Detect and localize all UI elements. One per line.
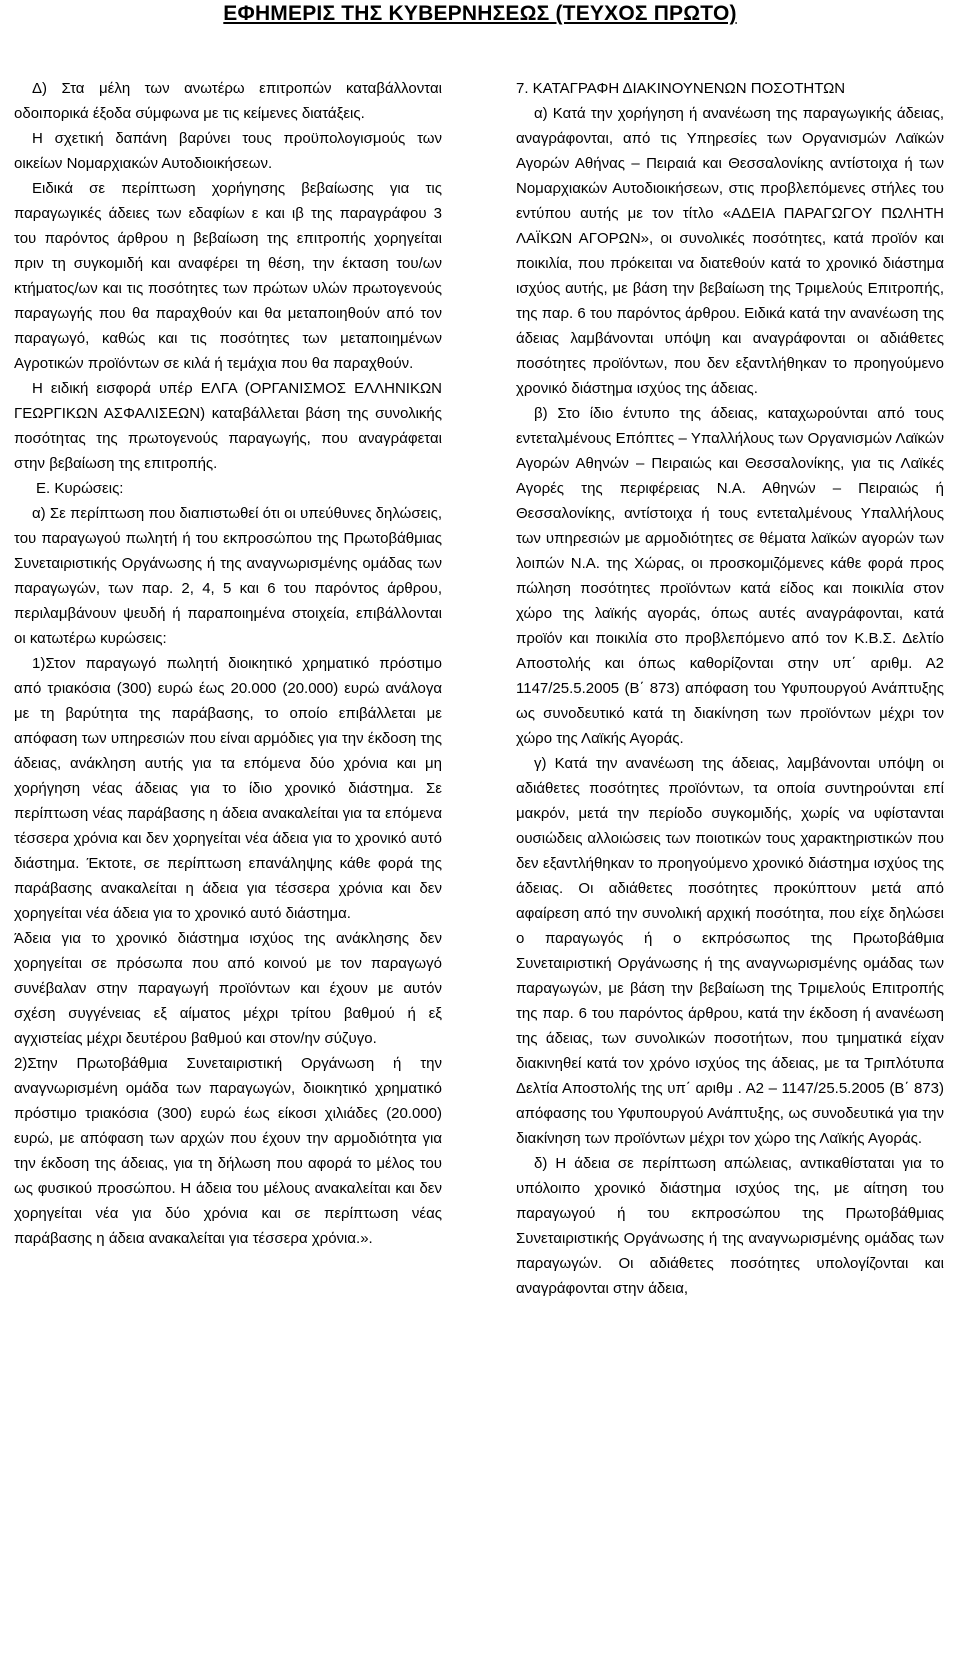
paragraph-sanction-1: 1)Στον παραγωγό πωλητή διοικητικό χρηματικό πρόστιμο από τριακόσια (300) ευρώ έως 20.000 (20.000) ευρώ ανάλογα με τη βαρύτητα της παράβασης, το οποίο επιβάλλεται με απόφαση των υπηρεσιών που είναι αρμόδιες για την έκδοση της άδειας, ανάκληση αυτής για τα επόμενα δύο χρόνια και μη χορήγηση νέας άδειας για το ίδιο χρονικό διάστημα. Σε περίπτωση νέας παράβασης η άδεια ανακαλείται για τα επόμενα τέσσερα χρόνια και δεν χορηγείται νέα άδεια για το χρονικό αυτό διάστημα. Έκτοτε, σε περίπτωση επανάληψης κάθε φορά της παράβασης ανακαλείται η άδεια για τέσσερα χρόνια και δεν χορηγείται νέα άδεια για το χρονικό αυτό διάστημα. [14, 655, 442, 922]
section-heading-sanctions: Ε. Κυρώσεις: [36, 480, 124, 497]
section-heading-quantities: 7. ΚΑΤΑΓΡΑΦΗ ΔΙΑΚΙΝΟΥΝΕΝΩΝ ΠΟΣΟΤΗΤΩΝ [516, 80, 846, 97]
paragraph-quantities-a: α) Κατά την χορήγηση ή ανανέωση της παραγωγικής άδειας, αναγράφονται, από τις Υπηρεσίες των Οργανισμών Λαϊκών Αγορών Αθήνας – Πειραιά και Θεσσαλονίκης αντίστοιχα ή των Νομαρχιακών Αυτοδιοικήσεων, στις προβλεπόμενες στήλες του εντύπου αυτής με τον τίτλο «ΑΔΕΙΑ ΠΑΡΑΓΩΓΟΥ ΠΩΛΗΤΗ ΛΑΪΚΩΝ ΑΓΟΡΩΝ», οι συνολικές ποσότητες, κατά προϊόν και ποικιλία, που πρόκειται να διατεθούν κατά το χρονικό διάστημα ισχύος αυτής, με βάση την βεβαίωση της Τριμελούς Επιτροπής, της παρ. 6 του παρόντος άρθρου. Ειδικά κατά την ανανέωση της άδειας λαμβάνονται υπόψη και αναγράφονται οι αδιάθετες ποσότητες προϊόντων, που δεν εξαντλήθηκαν το προηγούμενο χρονικό διάστημα ισχύος της άδειας. [516, 105, 944, 397]
paragraph-budget-charge: Η σχετική δαπάνη βαρύνει τους προϋπολογισμούς των οικείων Νομαρχιακών Αυτοδιοικήσεων. [14, 130, 442, 172]
paragraph-quantities-c: γ) Κατά την ανανέωση της άδειας, λαμβάνονται υπόψη οι αδιάθετες ποσότητες προϊόντων, τα οποία συντηρούνται επί μακρόν, μετά την περίοδο συγκομιδής, χωρίς να υφίστανται ουσιώδεις αλλοιώσεις των ποιοτικών τους χαρακτηριστικών που δεν εξαντλήθηκαν το προηγούμενο χρονικό διάστημα ισχύος της άδειας. Οι αδιάθετες ποσότητες προκύπτουν μετά από αφαίρεση από την συνολική αρχική ποσότητα, που είχε δηλώσει ο παραγωγός ή ο εκπρόσωπος της Πρωτοβάθμια Συνεταιριστική Οργάνωσης ή της αναγνωρισμένης ομάδας των παραγωγών, με βάση την βεβαίωση της Τριμελούς Επιτροπής της παρ. 6 του παρόντος άρθρου, κατά την έκδοση ή ανανέωση της άδειας, των συνολικών ποσοτήτων, που τμηματικά είχαν διακινηθεί κατά τον χρόνο ισχύος της άδειας, με τα Τριπλότυπα Δελτία Αποστολής της υπ΄ αριθμ . Α2 – 1147/25.5.2005 (Β΄ 873) απόφασης του Υφυπουργού Ανάπτυξης, ως συνοδευτικά για την διακίνηση των προϊόντων μέχρι τον χώρο της Λαϊκής Αγοράς. [516, 755, 944, 1147]
paragraph-quantities-b: β) Στο ίδιο έντυπο της άδειας, καταχωρούνται από τους εντεταλμένους Επόπτες – Υπαλλήλους των Οργανισμών Λαϊκών Αγορών Αθηνών – Πειραιώς και Θεσσαλονίκης, για τις Λαϊκές Αγορές της περιφέρειας Ν.Α. Αθηνών – Πειραιώς ή Θεσσαλονίκης, αντίστοιχα ή τους εντεταλμένους Υπαλλήλους των υπηρεσιών με αρμοδιότητες σε θέματα λαϊκών αγορών των λοιπών Ν.Α. της Χώρας, οι προσκομιζόμενες κάθε φορά προς πώληση ποσότητες προϊόντων κατά είδος και ποικιλία στον χώρο της λαϊκής αγοράς, όπως αυτές αναγράφονται, κατά προϊόν και ποικιλία στο προβλεπόμενο από τον Κ.Β.Σ. Δελτίο Αποστολής και όπως καθορίζονται στην υπ΄ αριθμ. Α2 1147/25.5.2005 (Β΄ 873) απόφαση του Υφυπουργού Ανάπτυξης ως συνοδευτικό κατά τη διακίνηση των προϊόντων μέχρι τον χώρο της Λαϊκής Αγοράς. [516, 405, 944, 747]
paragraph-license-relatives: Άδεια για το χρονικό διάστημα ισχύος της ανάκλησης δεν χορηγείται σε πρόσωπα που από κοινού με τον παραγωγό συνέβαλαν στην παραγωγή προϊόντων και έχουν με αυτόν σχέση συγγένειας εξ αίματος μέχρι τρίτου βαθμού ή εξ αγχιστείας μέχρι δευτέρου βαθμού και στον/ην σύζυγο. [14, 930, 442, 1047]
paragraph-sanction-2: 2)Στην Πρωτοβάθμια Συνεταιριστική Οργάνωση ή την αναγνωρισμένη ομάδα των παραγωγών, διοικητικό χρηματικό πρόστιμο τριακόσια (300) ευρώ έως είκοσι χιλιάδες (20.000) ευρώ, με απόφαση των αρχών που έχουν την αρμοδιότητα για την έκδοση της άδειας, για τη δήλωση που αφορά το μέλος του ως φυσικού προσώπου. Η άδεια του μέλους ανακαλείται και δεν χορηγείται νέα για δύο χρόνια και σε περίπτωση νέας παράβασης η άδεια ανακαλείται για τέσσερα χρόνια.». [14, 1055, 442, 1247]
paragraph-quantities-d: δ) Η άδεια σε περίπτωση απώλειας, αντικαθίσταται για το υπόλοιπο χρονικό διάστημα ισχύος της, με αίτηση του παραγωγού ή του εκπροσώπου της Πρωτοβάθμιας Συνεταιριστικής Οργάνωσης ή της αναγνωρισμένης ομάδας των παραγωγών. Οι αδιάθετες ποσότητες υπολογίζονται και αναγράφονται στην άδεια, [516, 1155, 944, 1297]
paragraph-sanctions-a: α) Σε περίπτωση που διαπιστωθεί ότι οι υπεύθυνες δηλώσεις, του παραγωγού πωλητή ή του εκπροσώπου της Πρωτοβάθμιας Συνεταιριστικής Οργάνωσης ή της αναγνωρισμένης ομάδας των παραγωγών, των παρ. 2, 4, 5 και 6 του παρόντος άρθρου, περιλαμβάνουν ψευδή ή παραποιημένα στοιχεία, επιβάλλονται οι κατωτέρω κυρώσεις: [14, 505, 442, 647]
page-title: ΕΦΗΜΕΡΙΣ ΤΗΣ ΚΥΒΕΡΝΗΣΕΩΣ (ΤΕΥΧΟΣ ΠΡΩΤΟ) [223, 2, 737, 25]
paragraph-certificate-issuance: Ειδικά σε περίπτωση χορήγησης βεβαίωσης για τις παραγωγικές άδειες των εδαφίων ε και ιβ της παραγράφου 3 του παρόντος άρθρου η βεβαίωση της επιτροπής χορηγείται πριν τη συγκομιδή και αναφέρει τη θέση, την έκταση του/ων κτήματος/ων και τις ποσότητες των πρώτων υλών πρωτογενούς παραγωγής που θα παραχθούν και θα μεταποιηθούν από τον παραγωγό, καθώς και τις ποσότητες των μεταποιημένων Αγροτικών προϊόντων σε κιλά ή τεμάχια που θα παραχθούν. [14, 180, 442, 372]
paragraph-travel-expenses: Δ) Στα μέλη των ανωτέρω επιτροπών καταβάλλονται οδοιπορικά έξοδα σύμφωνα με τις κείμενες διατάξεις. [14, 80, 442, 122]
page-header [0, 0, 960, 46]
paragraph-elga-contribution: Η ειδική εισφορά υπέρ ΕΛΓΑ (ΟΡΓΑΝΙΣΜΟΣ ΕΛΛΗΝΙΚΩΝ ΓΕΩΡΓΙΚΩΝ ΑΣΦΑΛΙΣΕΩΝ) καταβάλλεται βάση της συνολικής ποσότητας της πρωτογενούς παραγωγής, που αναγράφεται στην βεβαίωση της επιτροπής. [14, 380, 442, 472]
right-column [516, 76, 944, 1669]
left-column [14, 76, 442, 1669]
